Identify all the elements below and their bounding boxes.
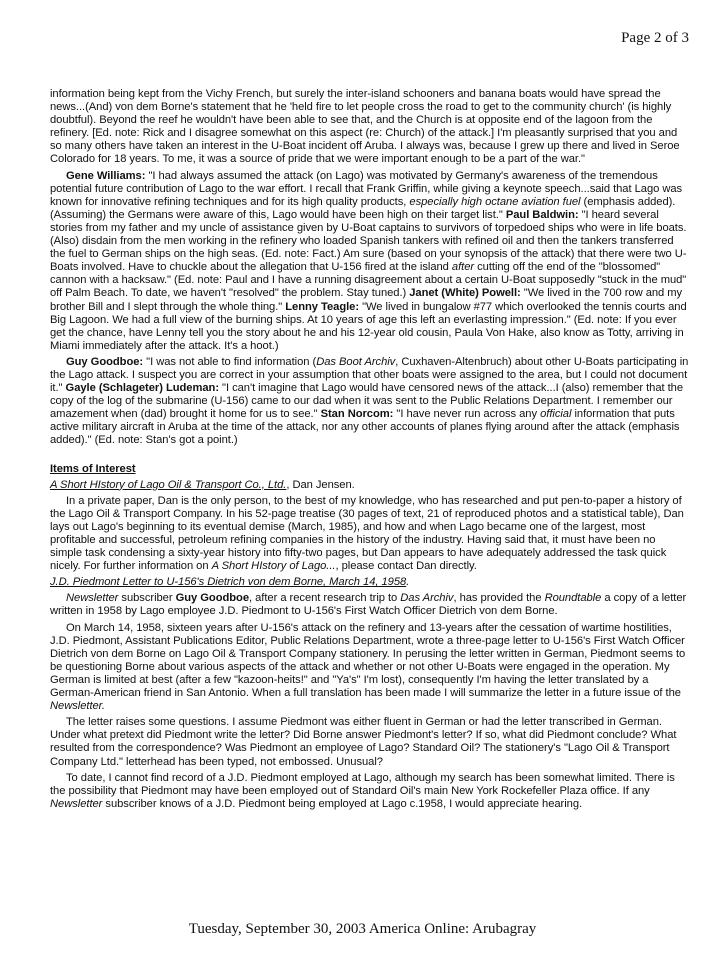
comment-text: "I heard several stories from my father and my uncle of assistance given by U-Boat captains to survivors of torpedoed ships who were in life boats. (Also) disdain from the men working in the refinery who loaded Spanish tankers with refined oil and then the tankers transferred the fuel to German ships on the high seas. (Ed. note: Fact.) Am sure (based on your synopsis of the attack) that there were two U-Boats involved. Have to chuckle about the allegation that U-156 fired at the island [50, 208, 687, 274]
speaker-name: Gayle (Schlageter) Ludeman: [65, 382, 219, 395]
comment-text: "We lived in bungalow #77 which overlooked the tennis courts and Big Lagoon. We had a full view of the burning ships. At 10 years of age this left an everlasting impression." (Ed. note: If you ever get the chance, have Lenny tell you the story about he and his 12-year old cousin, Paula Von Hake, also know as Totty, arriving in Miami immediately after the attack. It's a hoot.) [50, 300, 687, 352]
comment-text: , Cuxhaven-Altenbruch) about other U-Boats participating in the Lago attack. I suspect you are correct in your assumption that other boats were assigned to the area, but I could not document it." [50, 355, 689, 395]
page-number: Page 2 of 3 [621, 30, 689, 46]
speaker-name: Gene Williams: [66, 169, 146, 182]
speaker-name: Guy Goodboe [175, 592, 250, 605]
comment-text: information that puts active military aircraft in Aruba at the time of the attack, nor any other accounts of planes flying around after the attack (emphasis added)." (Ed. note: Stan's got a point.) [50, 408, 680, 447]
emphasis-text: A Short HIstory of Lago... [211, 560, 336, 573]
emphasis-text: Newsletter. [50, 700, 105, 713]
article-text: , after a recent research trip to [249, 592, 401, 605]
comment-text: cutting off the end of the "blossomed" cannon with a hacksaw." (Ed. note: Paul and I have a running disagreement about a certain U-Boat supposedly "stuck in the mud" off Palm Beach. To date, we haven't "resolved" the problem. Stay tuned.) [50, 261, 687, 300]
comment-text: "We lived in the 700 row and my brother Bill and I slept through the whole thing." [50, 287, 683, 313]
speaker-name: Janet (White) Powell: [409, 287, 521, 300]
article-title-end: . [406, 576, 410, 589]
article-title-line [50, 576, 690, 589]
comment-text: "I was not able to find information ( [143, 355, 317, 368]
emphasis-text: Das Archiv [400, 592, 454, 605]
article-text: a copy of a letter written in 1958 by Lago employee J.D. Piedmont to U-156's First Watch Officer Dietrich von dem Borne. [50, 592, 687, 618]
emphasis-text: Newsletter [66, 592, 119, 605]
article-title: A Short HIstory of Lago Oil & Transport Co., Ltd. [50, 478, 287, 491]
article-text: In a private paper, Dan is the only person, to the best of my knowledge, who has researched and put pen-to-paper a history of the Lago Oil & Transport Company. In his 52-page treatise (30 pages of text, 21 of reproduced photos and a statistical table), Dan lays out Lago's beginning to its eventual demise (March, 1985), and how and when Lago became one of the largest, most profitable and successful, petroleum refining companies in the history of the industry. Having said that, it must have been no simple task condensing a sixty-year history into fifty-two pages, but Dan appears to have adequately addressed the task quick nicely. For further information on [50, 494, 684, 573]
comment-text: "I can't imagine that Lago would have censored news of the attack...I (also) remember that the copy of the log of the submarine (U-156) came to our dad when it was sent to the Public Relations Department. I remember our amazement when (dad) brought it home for us to see." [50, 382, 684, 421]
newsletter-body [50, 88, 690, 814]
article-title: J.D. Piedmont Letter to U-156's Dietrich von dem Borne, March 14, 1958 [50, 576, 407, 589]
comment-text: (emphasis added). (Assuming) the Germans were aware of this, Lago would have been high on their target list." [50, 195, 676, 221]
speaker-name: Paul Baldwin: [505, 208, 579, 221]
page-footer: Tuesday, September 30, 2003 America Online: Arubagray [188, 921, 537, 937]
emphasis-text: especially high octane aviation fuel [409, 195, 581, 208]
section-heading: Items of Interest [50, 462, 136, 475]
article-text: On March 14, 1958, sixteen years after U-156's attack on the refinery and 13-years after the cessation of wartime hostilities, J.D. Piedmont, Assistant Publications Editor, Public Relations Department, wrote a three-page letter to U-156's First Watch Officer Dietrich von dem Borne on Lago Oil & Transport Company stationery. In perusing the letter written in German, Piedmont seems to be questioning Borne about various aspects of the attack and whether or not other U-Boats were engaged in the operation. My German is limited at best (after a few "kazoon-heits!" and "Ya's" I'm lost), consequently I'm having the letter translated by a German-American friend in San Antonio. When a full translation has been made I will summarize the letter in a future issue of the [50, 621, 686, 700]
comment-text: "I had always assumed the attack (on Lago) was motivated by Germany's awareness of the tremendous potential future contribution of Lago to the war effort. I recall that Frank Griffin, while giving a keynote speech...said that Lago was known for innovative refining techniques and for its high quality products, [50, 169, 683, 208]
emphasis-text: after [451, 261, 475, 274]
paragraph-reader-comments-2 [50, 356, 690, 448]
article-title-line [50, 479, 690, 492]
article-body [50, 772, 690, 811]
paragraph-continued: information being kept from the Vichy French, but surely the inter-island schooners and banana boats would have spread the news...(And) von dem Borne's statement that he 'held fire to let people cross the road to get to the community church' (is highly doubtful). Beyond the reef he wouldn't have been able to see that, and the Church is at opposite end of the lagoon from the refinery. [Ed. note: Rick and I disagree somewhat on this aspect (re: Church) of the attack.] I'm pleasantly surprised that you and so many others have taken an interest in the U-Boat incident off Aruba. I always was, because I grew up there and lived in Seroe Colorado for 18 years. To me, it was a source of pride that we were important enough to be a part of the war." [50, 88, 680, 166]
emphasis-text: Das Boot Archiv [316, 355, 396, 368]
article-body [50, 495, 690, 574]
article-body [50, 592, 690, 618]
comment-text: "I have never run across any [393, 408, 541, 421]
article-body: The letter raises some questions. I assume Piedmont was either fluent in German or had the letter transcribed in German. Under what pretext did Piedmont write the letter? Did Borne answer Piedmont's letter? If so, what did Piedmont conclude? What resulted from the correspondence? Was Piedmont an employee of Lago? Standard Oil? The stationery's "Lago Oil & Transport Company Ltd." letterhead has been typed, not embossed. Unusual? [50, 716, 677, 768]
emphasis-text: Newsletter [50, 797, 103, 810]
article-body [50, 622, 690, 714]
speaker-name: Guy Goodboe: [66, 355, 144, 368]
article-text: subscriber [118, 592, 176, 605]
emphasis-text: official [540, 408, 572, 421]
article-text: , has provided the [453, 592, 545, 605]
article-author: , Dan Jensen. [286, 478, 355, 491]
emphasis-text: Roundtable [544, 592, 602, 605]
article-text: To date, I cannot find record of a J.D. Piedmont employed at Lago, although my search has been somewhat limited. There is the possibility that Piedmont may have been employed out of Standard Oil's main New York Rockefeller Plaza office. If any [50, 771, 675, 797]
speaker-name: Stan Norcom: [320, 408, 394, 421]
paragraph-reader-comments-1 [50, 170, 690, 353]
article-text: subscriber knows of a J.D. Piedmont being employed at Lago c.1958, I would appreciate hearing. [102, 797, 583, 810]
speaker-name: Lenny Teagle: [285, 300, 360, 313]
article-text: , please contact Dan directly. [335, 560, 477, 573]
